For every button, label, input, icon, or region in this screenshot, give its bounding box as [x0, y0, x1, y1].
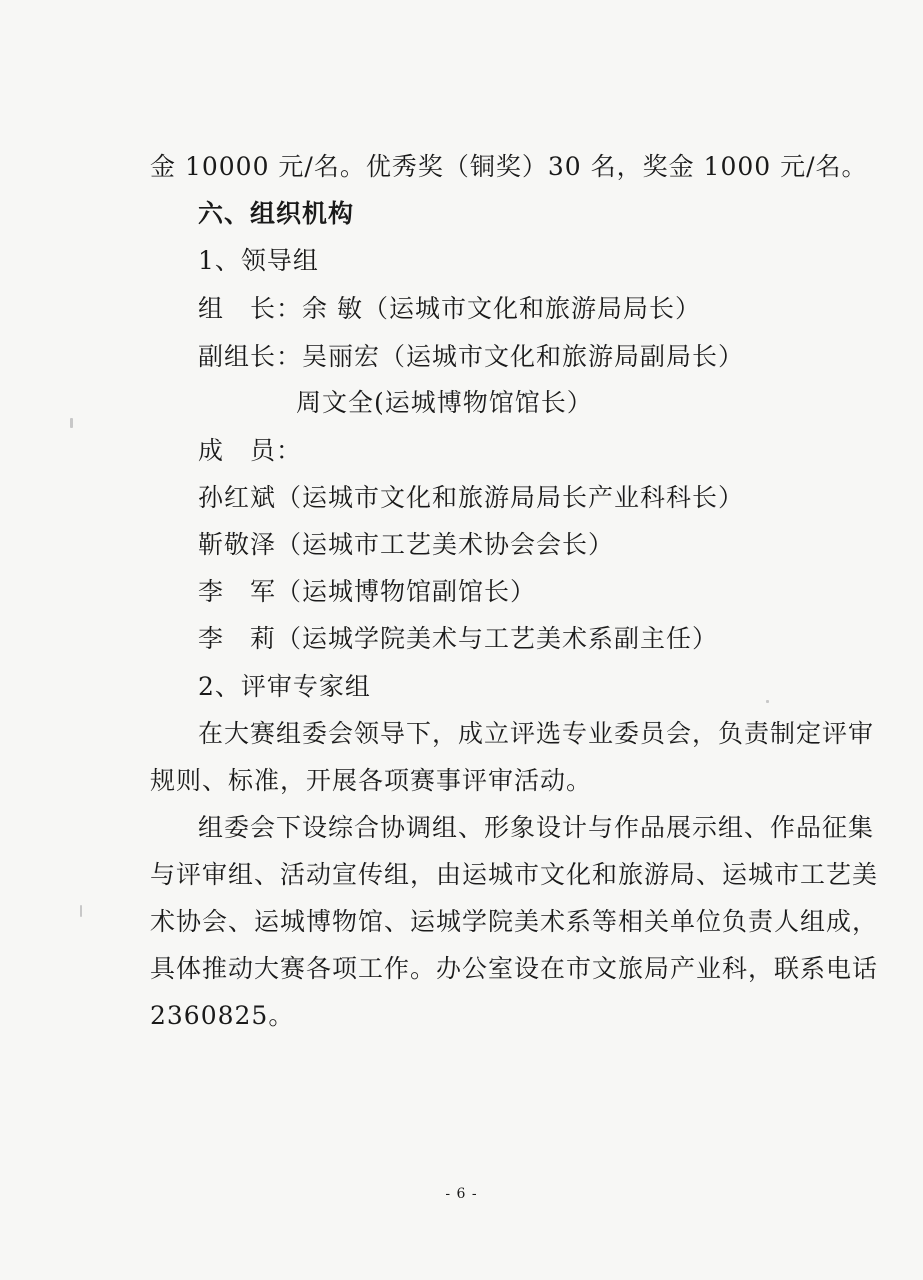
paragraph-line: 在大赛组委会领导下，成立评选专业委员会，负责制定评审	[198, 719, 875, 748]
deputy-leader-entry-2: 周文全(运城博物馆馆长）	[296, 388, 593, 417]
member-entry: 孙红斌（运城市文化和旅游局局长产业科科长）	[198, 483, 745, 512]
section-heading-organization: 六、组织机构	[198, 199, 355, 228]
member-entry: 靳敬泽（运城市工艺美术协会会长）	[198, 530, 615, 559]
paragraph-line: 与评审组、活动宣传组，由运城市文化和旅游局、运城市工艺美	[150, 860, 879, 889]
paragraph-line: 2360825。	[150, 1001, 295, 1030]
paragraph-line: 组委会下设综合协调组、形象设计与作品展示组、作品征集	[198, 813, 875, 842]
members-label: 成 员：	[198, 436, 303, 465]
page-number: - 6 -	[445, 1186, 478, 1202]
subheading-leadership-group: 1、领导组	[198, 246, 319, 275]
paragraph-line: 具体推动大赛各项工作。办公室设在市文旅局产业科，联系电话	[150, 954, 879, 983]
deputy-leader-entry: 副组长：吴丽宏（运城市文化和旅游局副局长）	[198, 342, 745, 371]
prize-continuation: 金 10000 元/名。优秀奖（铜奖）30 名，奖金 1000 元/名。	[150, 152, 868, 181]
scan-mark	[766, 700, 769, 703]
subheading-review-panel: 2、评审专家组	[198, 672, 371, 701]
paragraph-line: 规则、标准，开展各项赛事评审活动。	[150, 766, 593, 795]
paragraph-line: 术协会、运城博物馆、运城学院美术系等相关单位负责人组成，	[150, 907, 879, 936]
scan-mark	[70, 418, 73, 428]
scan-mark	[80, 905, 82, 917]
member-entry: 李 莉（运城学院美术与工艺美术系副主任）	[198, 624, 719, 653]
leader-entry: 组 长：余 敏（运城市文化和旅游局局长）	[198, 294, 701, 323]
member-entry: 李 军（运城博物馆副馆长）	[198, 577, 537, 606]
